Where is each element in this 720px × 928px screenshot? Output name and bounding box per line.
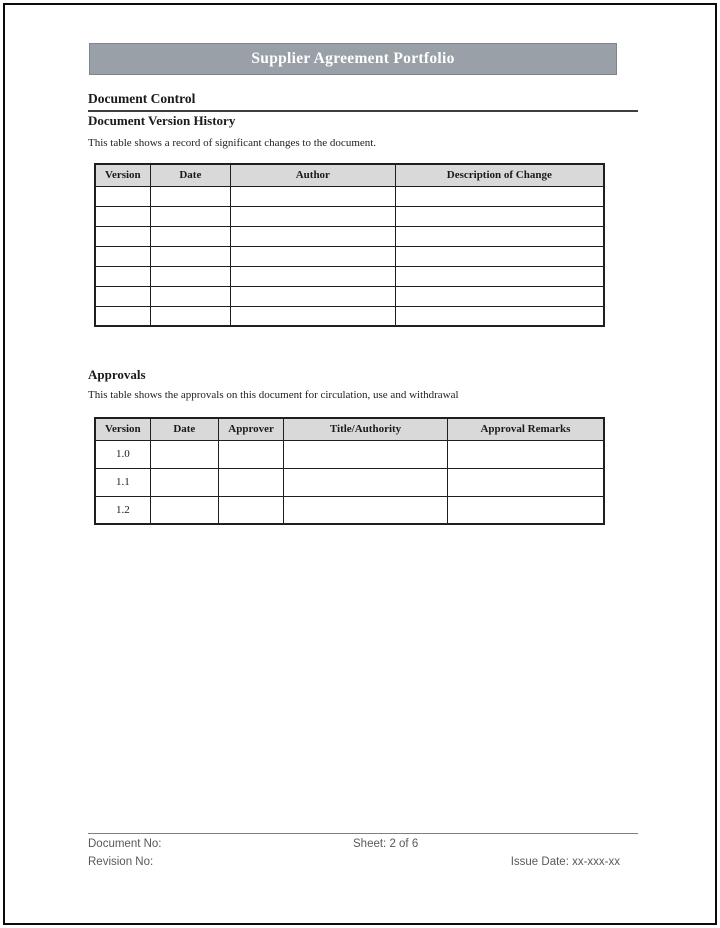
cell-version (95, 206, 150, 226)
cell-description (395, 246, 604, 266)
cell-date (150, 286, 230, 306)
cell-title-authority (284, 440, 448, 468)
column-header-title-authority: Title/Authority (284, 418, 448, 440)
cell-description (395, 266, 604, 286)
column-header-approval-remarks: Approval Remarks (447, 418, 604, 440)
cell-date (150, 186, 230, 206)
cell-date (150, 266, 230, 286)
cell-approval-remarks (447, 468, 604, 496)
footer-line-2 (88, 854, 638, 870)
column-header-description-of-change: Description of Change (395, 164, 604, 186)
cell-author (231, 266, 396, 286)
page-footer (88, 833, 638, 870)
column-header-date: Date (150, 418, 218, 440)
version-history-header-row (95, 164, 604, 186)
approvals-table (94, 417, 605, 525)
cell-version (95, 266, 150, 286)
cell-approver (218, 440, 283, 468)
version-history-description: This table shows a record of significant changes to the document. (88, 137, 377, 149)
version-history-table (94, 163, 605, 327)
cell-version (95, 306, 150, 326)
cell-description (395, 306, 604, 326)
footer-sheet-label: Sheet: 2 of 6 (353, 838, 419, 850)
footer-line-1 (88, 836, 638, 852)
section-heading-version-history: Document Version History (88, 113, 236, 128)
cell-author (231, 226, 396, 246)
table-row (95, 226, 604, 246)
table-row (95, 286, 604, 306)
document-title-banner (89, 43, 617, 75)
footer-revision-no-label: Revision No: (88, 856, 154, 868)
cell-version (95, 226, 150, 246)
cell-description (395, 286, 604, 306)
cell-date (150, 206, 230, 226)
table-row (95, 306, 604, 326)
column-header-approver: Approver (218, 418, 283, 440)
cell-description (395, 226, 604, 246)
cell-version: 1.1 (95, 468, 150, 496)
cell-title-authority (284, 496, 448, 524)
cell-author (231, 186, 396, 206)
cell-version: 1.0 (95, 440, 150, 468)
cell-date (150, 226, 230, 246)
section-heading-approvals: Approvals (88, 367, 146, 382)
cell-description (395, 206, 604, 226)
table-row (95, 206, 604, 226)
cell-author (231, 306, 396, 326)
section-heading-document-control: Document Control (88, 91, 638, 112)
cell-approval-remarks (447, 440, 604, 468)
cell-date (150, 440, 218, 468)
cell-date (150, 246, 230, 266)
cell-version (95, 246, 150, 266)
cell-approval-remarks (447, 496, 604, 524)
footer-document-no-label: Document No: (88, 838, 162, 850)
table-row (95, 186, 604, 206)
cell-version: 1.2 (95, 496, 150, 524)
column-header-author: Author (231, 164, 396, 186)
approvals-description: This table shows the approvals on this document for circulation, use and withdrawal (88, 389, 459, 401)
table-row (95, 468, 604, 496)
table-row (95, 440, 604, 468)
cell-version (95, 186, 150, 206)
cell-author (231, 286, 396, 306)
document-page (3, 3, 717, 925)
cell-title-authority (284, 468, 448, 496)
column-header-date: Date (150, 164, 230, 186)
approvals-header-row (95, 418, 604, 440)
cell-date (150, 306, 230, 326)
table-row (95, 496, 604, 524)
cell-approver (218, 468, 283, 496)
cell-date (150, 468, 218, 496)
table-row (95, 246, 604, 266)
column-header-version: Version (95, 164, 150, 186)
cell-version (95, 286, 150, 306)
footer-issue-date-label: Issue Date: xx-xxx-xx (510, 856, 620, 868)
cell-approver (218, 496, 283, 524)
cell-author (231, 246, 396, 266)
cell-description (395, 186, 604, 206)
table-row (95, 266, 604, 286)
document-title: Supplier Agreement Portfolio (251, 50, 455, 67)
cell-author (231, 206, 396, 226)
cell-date (150, 496, 218, 524)
column-header-version: Version (95, 418, 150, 440)
